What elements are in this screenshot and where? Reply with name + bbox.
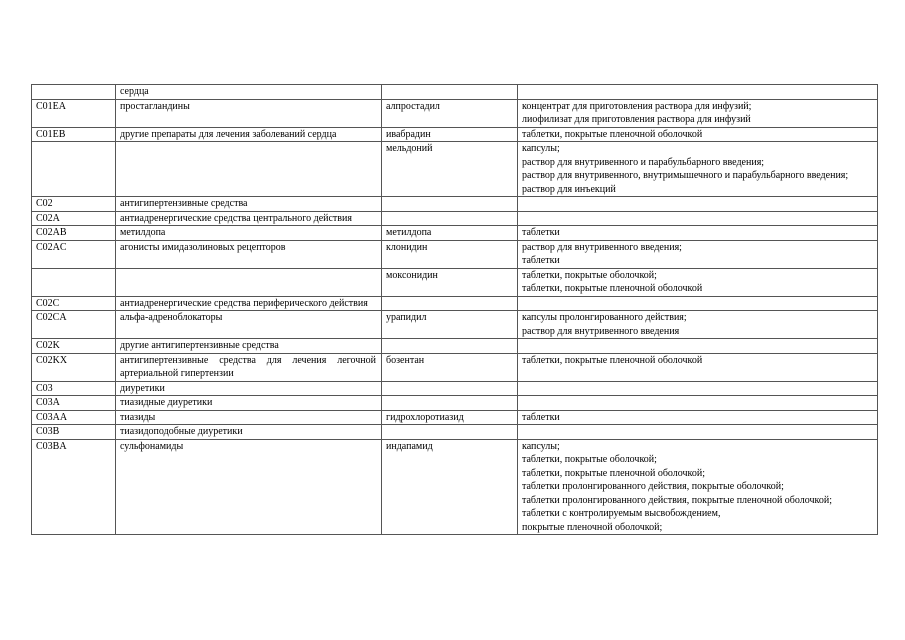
dosage-forms-cell <box>518 339 878 354</box>
table-row <box>32 439 878 535</box>
dosage-form-line: покрытые пленочной оболочкой; <box>522 521 663 533</box>
drug-name-cell <box>382 296 518 311</box>
dosage-form-line: раствор для внутривенного введения; <box>522 241 682 253</box>
dosage-forms-cell <box>518 396 878 411</box>
atc-code-cell: C02AB <box>32 226 116 241</box>
drug-name-cell: алпростадил <box>382 99 518 127</box>
pharmacological-group-cell: сульфонамиды <box>116 439 382 535</box>
pharmacological-group-cell: диуретики <box>116 381 382 396</box>
table-row <box>32 425 878 440</box>
atc-code-cell: C02CA <box>32 311 116 339</box>
dosage-form-line: раствор для внутривенного введения <box>522 325 680 337</box>
drug-name-cell: клонидин <box>382 240 518 268</box>
dosage-form-line: капсулы; <box>522 143 560 154</box>
dosage-forms-cell <box>518 240 878 268</box>
dosage-forms-cell <box>518 142 878 197</box>
table-row <box>32 381 878 396</box>
dosage-forms-cell <box>518 226 878 241</box>
atc-code-cell: C02AC <box>32 240 116 268</box>
drug-name-cell: моксонидин <box>382 268 518 296</box>
table-row <box>32 240 878 268</box>
dosage-form-line: таблетки пролонгированного действия, покрытые пленочной оболочкой; <box>522 494 832 506</box>
dosage-forms-cell <box>518 381 878 396</box>
dosage-forms-cell <box>518 311 878 339</box>
table-row <box>32 226 878 241</box>
table-row <box>32 396 878 411</box>
dosage-form-line: таблетки, покрытые оболочкой; <box>522 454 657 465</box>
pharmacological-group-cell: простагландины <box>116 99 382 127</box>
atc-code-cell <box>32 268 116 296</box>
atc-code-cell: C03AA <box>32 410 116 425</box>
dosage-form-line: таблетки пролонгированного действия, покрытые оболочкой; <box>522 481 784 492</box>
pharmacological-group-cell: другие препараты для лечения заболеваний сердца <box>116 127 382 142</box>
drug-name-cell: индапамид <box>382 439 518 535</box>
drug-name-cell <box>382 211 518 226</box>
drug-name-cell <box>382 425 518 440</box>
atc-code-cell <box>32 142 116 197</box>
pharmacological-group-cell <box>116 268 382 296</box>
dosage-forms-cell <box>518 353 878 381</box>
dosage-forms-cell <box>518 99 878 127</box>
dosage-forms-cell <box>518 197 878 212</box>
drug-name-cell <box>382 85 518 100</box>
table-row <box>32 353 878 381</box>
table-row <box>32 339 878 354</box>
drug-name-cell <box>382 396 518 411</box>
dosage-form-line: таблетки <box>522 255 560 266</box>
dosage-forms-cell <box>518 85 878 100</box>
dosage-form-line: таблетки с контролируемым высвобождением, <box>522 508 721 519</box>
dosage-forms-cell <box>518 425 878 440</box>
drug-list-table <box>31 84 878 535</box>
table-row <box>32 410 878 425</box>
dosage-form-line: таблетки <box>522 411 560 423</box>
dosage-forms-cell <box>518 127 878 142</box>
table-row <box>32 268 878 296</box>
dosage-form-line: таблетки <box>522 227 560 238</box>
dosage-form-line: лиофилизат для приготовления раствора для инфузий <box>522 114 751 125</box>
pharmacological-group-cell: другие антигипертензивные средства <box>116 339 382 354</box>
dosage-form-line: таблетки, покрытые пленочной оболочкой <box>522 128 703 140</box>
atc-code-cell: C01EA <box>32 99 116 127</box>
drug-name-cell <box>382 381 518 396</box>
dosage-form-line: таблетки, покрытые пленочной оболочкой <box>522 283 703 294</box>
table-row <box>32 99 878 127</box>
table-row <box>32 127 878 142</box>
table-row <box>32 142 878 197</box>
document-page <box>31 84 877 535</box>
pharmacological-group-cell <box>116 142 382 197</box>
dosage-forms-cell <box>518 410 878 425</box>
table-row <box>32 296 878 311</box>
pharmacological-group-cell: тиазидные диуретики <box>116 396 382 411</box>
atc-code-cell: C03 <box>32 381 116 396</box>
atc-code-cell: C02KX <box>32 353 116 381</box>
atc-code-cell <box>32 85 116 100</box>
atc-code-cell: C02K <box>32 339 116 354</box>
atc-code-cell: C02C <box>32 296 116 311</box>
dosage-form-line: раствор для внутривенного и парабульбарного введения; <box>522 156 765 168</box>
dosage-form-line: таблетки, покрытые пленочной оболочкой <box>522 354 703 366</box>
pharmacological-group-cell: агонисты имидазолиновых рецепторов <box>116 240 382 268</box>
dosage-form-line: таблетки, покрытые оболочкой; <box>522 269 657 281</box>
pharmacological-group-cell: антигипертензивные средства для лечения легочной артериальной гипертензии <box>116 353 382 381</box>
dosage-form-line: концентрат для приготовления раствора для инфузий; <box>522 100 752 112</box>
atc-code-cell: C01EB <box>32 127 116 142</box>
dosage-forms-cell <box>518 296 878 311</box>
table-row <box>32 197 878 212</box>
atc-code-cell: C02A <box>32 211 116 226</box>
pharmacological-group-cell: тиазиды <box>116 410 382 425</box>
drug-name-cell: ивабрадин <box>382 127 518 142</box>
dosage-form-line: раствор для внутривенного, внутримышечного и парабульбарного введения; <box>522 170 849 181</box>
pharmacological-group-cell: антиадренергические средства периферического действия <box>116 296 382 311</box>
drug-name-cell: гидрохлоротиазид <box>382 410 518 425</box>
atc-code-cell: C03A <box>32 396 116 411</box>
dosage-form-line: капсулы пролонгированного действия; <box>522 312 687 323</box>
pharmacological-group-cell: антигипертензивные средства <box>116 197 382 212</box>
atc-code-cell: C03B <box>32 425 116 440</box>
pharmacological-group-cell: тиазидоподобные диуретики <box>116 425 382 440</box>
atc-code-cell: C02 <box>32 197 116 212</box>
drug-name-cell: урапидил <box>382 311 518 339</box>
pharmacological-group-cell: метилдопа <box>116 226 382 241</box>
drug-name-cell: метилдопа <box>382 226 518 241</box>
drug-table-body <box>32 85 878 535</box>
dosage-forms-cell <box>518 439 878 535</box>
atc-code-cell: C03BA <box>32 439 116 535</box>
drug-name-cell: бозентан <box>382 353 518 381</box>
dosage-forms-cell <box>518 268 878 296</box>
table-row <box>32 85 878 100</box>
drug-name-cell: мельдоний <box>382 142 518 197</box>
pharmacological-group-cell: антиадренергические средства центрального действия <box>116 211 382 226</box>
dosage-forms-cell <box>518 211 878 226</box>
dosage-form-line: раствор для инъекций <box>522 183 616 195</box>
table-row <box>32 211 878 226</box>
dosage-form-line: капсулы; <box>522 440 560 452</box>
drug-name-cell <box>382 197 518 212</box>
pharmacological-group-cell: сердца <box>116 85 382 100</box>
drug-name-cell <box>382 339 518 354</box>
table-row <box>32 311 878 339</box>
dosage-form-line: таблетки, покрытые пленочной оболочкой; <box>522 467 706 479</box>
pharmacological-group-cell: альфа-адреноблокаторы <box>116 311 382 339</box>
